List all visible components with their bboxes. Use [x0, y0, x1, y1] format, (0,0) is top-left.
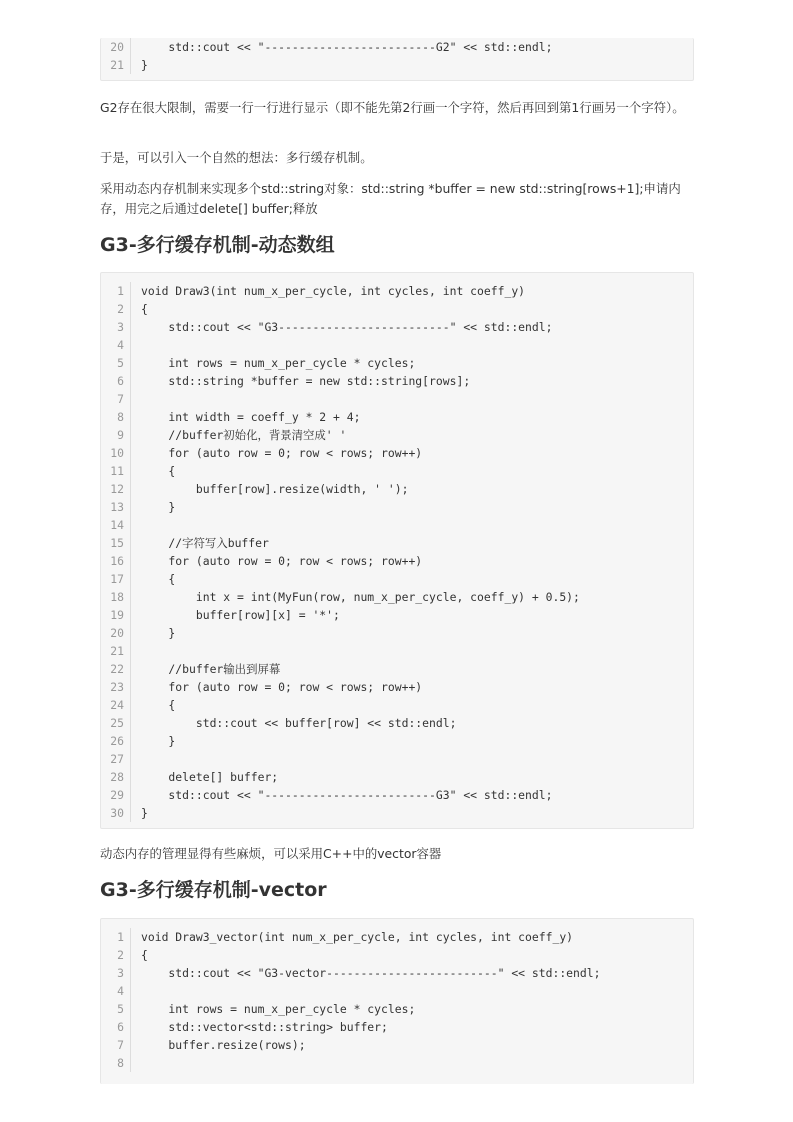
line-number: 14 [101, 516, 131, 534]
code-text: } [141, 626, 176, 640]
line-number: 4 [101, 336, 131, 354]
paragraph-multiline-idea: 于是，可以引入一个自然的想法：多行缓存机制。 [100, 150, 373, 165]
code-text [131, 1054, 141, 1072]
code-line [101, 390, 693, 408]
paragraph-g2-limitation: G2存在很大限制，需要一行一行进行显示（即不能先第2行画一个字符，然后再回到第1行画另一个字符）。 [100, 100, 685, 115]
code-text: std::cout << buffer[row] << std::endl; [141, 716, 457, 730]
code-text: buffer[row].resize(width, ' '); [141, 482, 409, 496]
line-number: 26 [101, 732, 131, 750]
code-text [131, 750, 141, 768]
line-number: 20 [101, 624, 131, 642]
code-text [131, 642, 141, 660]
code-line [101, 946, 693, 964]
line-number: 8 [101, 1054, 131, 1072]
code-text: void Draw3(int num_x_per_cycle, int cycles, int coeff_y) [141, 284, 526, 298]
line-number: 13 [101, 498, 131, 516]
line-number: 4 [101, 982, 131, 1000]
code-text [131, 982, 141, 1000]
line-number: 29 [101, 786, 131, 804]
code-text: { [141, 948, 148, 962]
code-text: void Draw3_vector(int num_x_per_cycle, int cycles, int coeff_y) [141, 930, 574, 944]
code-text: //buffer输出到屏幕 [141, 662, 281, 676]
line-number: 15 [101, 534, 131, 552]
line-number: 16 [101, 552, 131, 570]
line-number: 25 [101, 714, 131, 732]
code-line [101, 300, 693, 318]
code-text: buffer[row][x] = '*'; [141, 608, 340, 622]
code-line [101, 768, 693, 786]
code-text [131, 336, 141, 354]
code-line [101, 372, 693, 390]
code-line [101, 570, 693, 588]
code-text: { [141, 572, 176, 586]
code-line [101, 1036, 693, 1054]
code-line [101, 282, 693, 300]
heading-g3-vector: G3-多行缓存机制-vector [100, 879, 327, 901]
paragraph-vector-suggestion: 动态内存的管理显得有些麻烦，可以采用C++中的vector容器 [100, 846, 442, 861]
code-text: } [141, 806, 148, 820]
code-line [101, 318, 693, 336]
line-number: 6 [101, 372, 131, 390]
line-number: 24 [101, 696, 131, 714]
code-text: int width = coeff_y * 2 + 4; [141, 410, 361, 424]
code-line [101, 498, 693, 516]
code-line [101, 1018, 693, 1036]
code-text: } [141, 500, 176, 514]
line-number: 10 [101, 444, 131, 462]
code-line [101, 642, 693, 660]
line-number: 22 [101, 660, 131, 678]
line-number: 27 [101, 750, 131, 768]
code-text: std::cout << "G3-------------------------" << std::endl; [141, 320, 553, 334]
code-text: std::vector<std::string> buffer; [141, 1020, 388, 1034]
code-line [101, 624, 693, 642]
line-number: 5 [101, 1000, 131, 1018]
code-text: std::cout << "G3-vector-------------------------" << std::endl; [141, 966, 601, 980]
code-text: { [141, 464, 176, 478]
code-text: for (auto row = 0; row < rows; row++) [141, 680, 423, 694]
code-line [101, 56, 693, 74]
line-number: 18 [101, 588, 131, 606]
code-line [101, 336, 693, 354]
code-text [131, 516, 141, 534]
code-line [101, 408, 693, 426]
line-number: 2 [101, 946, 131, 964]
code-line [101, 38, 693, 56]
line-number: 21 [101, 56, 131, 74]
code-line [101, 660, 693, 678]
code-line [101, 964, 693, 982]
code-text: for (auto row = 0; row < rows; row++) [141, 446, 423, 460]
code-text: buffer.resize(rows); [141, 1038, 306, 1052]
code-line [101, 714, 693, 732]
code-text: //字符写入buffer [141, 536, 269, 550]
code-line [101, 804, 693, 822]
code-text: int rows = num_x_per_cycle * cycles; [141, 1002, 416, 1016]
line-number: 21 [101, 642, 131, 660]
line-number: 19 [101, 606, 131, 624]
paragraph-dynamic-memory: 采用动态内存机制来实现多个std::string对象：std::string *buffer = new std::string[rows+1];申请内存，用完之后通过delete[] buffer;释放 [100, 181, 681, 216]
code-text: } [141, 734, 176, 748]
code-line [101, 786, 693, 804]
code-block-g2-tail [100, 38, 694, 81]
code-line [101, 606, 693, 624]
code-line [101, 354, 693, 372]
line-number: 12 [101, 480, 131, 498]
line-number: 6 [101, 1018, 131, 1036]
line-number: 30 [101, 804, 131, 822]
code-line [101, 732, 693, 750]
code-text: } [141, 58, 148, 72]
code-line [101, 1054, 693, 1072]
code-text: delete[] buffer; [141, 770, 279, 784]
code-line [101, 444, 693, 462]
code-text: //buffer初始化，背景清空成' ' [141, 428, 347, 442]
code-text: std::cout << "-------------------------G2" << std::endl; [141, 40, 553, 54]
code-text: { [141, 302, 148, 316]
line-number: 7 [101, 390, 131, 408]
code-line [101, 678, 693, 696]
code-line [101, 534, 693, 552]
code-line [101, 982, 693, 1000]
heading-g3-dynamic-array: G3-多行缓存机制-动态数组 [100, 234, 335, 256]
code-line [101, 552, 693, 570]
code-line [101, 928, 693, 946]
line-number: 11 [101, 462, 131, 480]
code-line [101, 462, 693, 480]
line-number: 20 [101, 38, 131, 56]
code-line [101, 750, 693, 768]
code-text [131, 390, 141, 408]
code-text: int rows = num_x_per_cycle * cycles; [141, 356, 416, 370]
line-number: 3 [101, 318, 131, 336]
line-number: 2 [101, 300, 131, 318]
code-text: int x = int(MyFun(row, num_x_per_cycle, coeff_y) + 0.5); [141, 590, 580, 604]
line-number: 9 [101, 426, 131, 444]
code-line [101, 696, 693, 714]
code-line [101, 480, 693, 498]
code-block-draw3-vector [100, 918, 694, 1084]
line-number: 7 [101, 1036, 131, 1054]
line-number: 5 [101, 354, 131, 372]
code-block-draw3 [100, 272, 694, 829]
code-text: { [141, 698, 176, 712]
code-line [101, 1000, 693, 1018]
code-line [101, 516, 693, 534]
code-line [101, 426, 693, 444]
line-number: 1 [101, 928, 131, 946]
line-number: 3 [101, 964, 131, 982]
code-line [101, 588, 693, 606]
code-text: std::cout << "-------------------------G3" << std::endl; [141, 788, 553, 802]
code-text: for (auto row = 0; row < rows; row++) [141, 554, 423, 568]
line-number: 8 [101, 408, 131, 426]
line-number: 23 [101, 678, 131, 696]
line-number: 28 [101, 768, 131, 786]
code-text: std::string *buffer = new std::string[rows]; [141, 374, 471, 388]
line-number: 1 [101, 282, 131, 300]
line-number: 17 [101, 570, 131, 588]
